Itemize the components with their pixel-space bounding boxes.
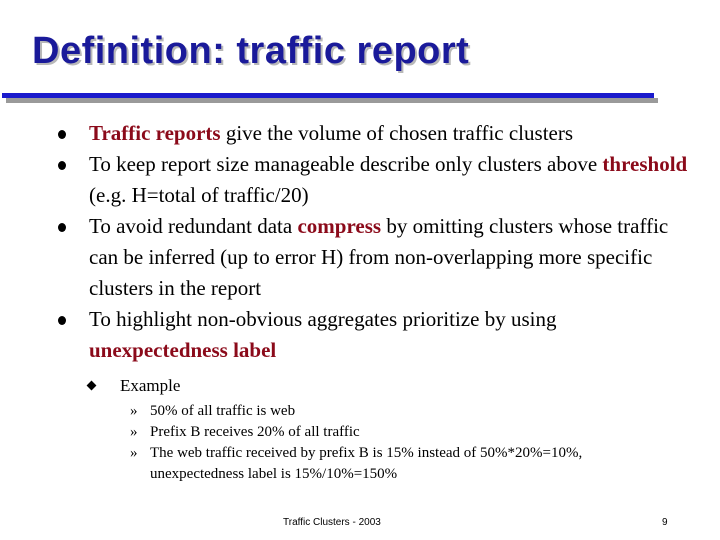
- sub-bullet-example: [58, 375, 698, 397]
- bullet-text: To avoid redundant data: [89, 214, 298, 238]
- page-number: 9: [662, 517, 668, 528]
- highlighted-term: compress: [297, 214, 382, 238]
- example-item: [58, 401, 698, 422]
- bullet-list: [58, 118, 698, 485]
- bullet-text: To highlight non-obvious aggregates prioritize by using: [89, 307, 557, 331]
- chevron-bullet-icon: »: [130, 445, 138, 461]
- slide-title: Definition: traffic report: [32, 30, 470, 72]
- chevron-bullet-icon: »: [130, 424, 138, 440]
- highlighted-term: Traffic reports: [89, 121, 221, 145]
- bullet-text: give the volume of chosen traffic clusters: [220, 121, 574, 145]
- example-item-text-continued: unexpectedness label is 15%/10%=150%: [150, 466, 398, 482]
- title-rule: [2, 93, 654, 98]
- footer-text: Traffic Clusters - 2003: [283, 517, 381, 528]
- example-item-text: 50% of all traffic is web: [150, 403, 296, 419]
- highlighted-term: unexpectedness label: [89, 338, 277, 362]
- chevron-bullet-icon: »: [130, 403, 138, 419]
- example-item-text: Prefix B receives 20% of all traffic: [150, 424, 360, 440]
- bullet-dot-icon: [58, 316, 66, 325]
- bullet-item: [58, 118, 698, 149]
- bullet-item: [58, 149, 698, 211]
- bullet-item: [58, 211, 698, 304]
- bullet-dot-icon: [58, 130, 66, 139]
- example-item: [58, 443, 698, 485]
- diamond-bullet-icon: [87, 381, 97, 391]
- bullet-text: (e.g. H=total of traffic/20): [89, 183, 309, 207]
- highlighted-term: threshold: [602, 152, 688, 176]
- bullet-dot-icon: [58, 161, 66, 170]
- bullet-item: [58, 304, 698, 366]
- example-item-text: The web traffic received by prefix B is 15% instead of 50%*20%=10%,: [150, 445, 583, 461]
- bullet-text: To keep report size manageable describe only clusters above: [89, 152, 603, 176]
- bullet-dot-icon: [58, 223, 66, 232]
- bullet-text: by omitting clusters whose traffic can be inferred (up to error H) from non-overlapping more specific clusters in the report: [89, 214, 669, 300]
- example-item: [58, 422, 698, 443]
- example-label: Example: [120, 376, 181, 395]
- title-rule-shadow: [6, 98, 658, 103]
